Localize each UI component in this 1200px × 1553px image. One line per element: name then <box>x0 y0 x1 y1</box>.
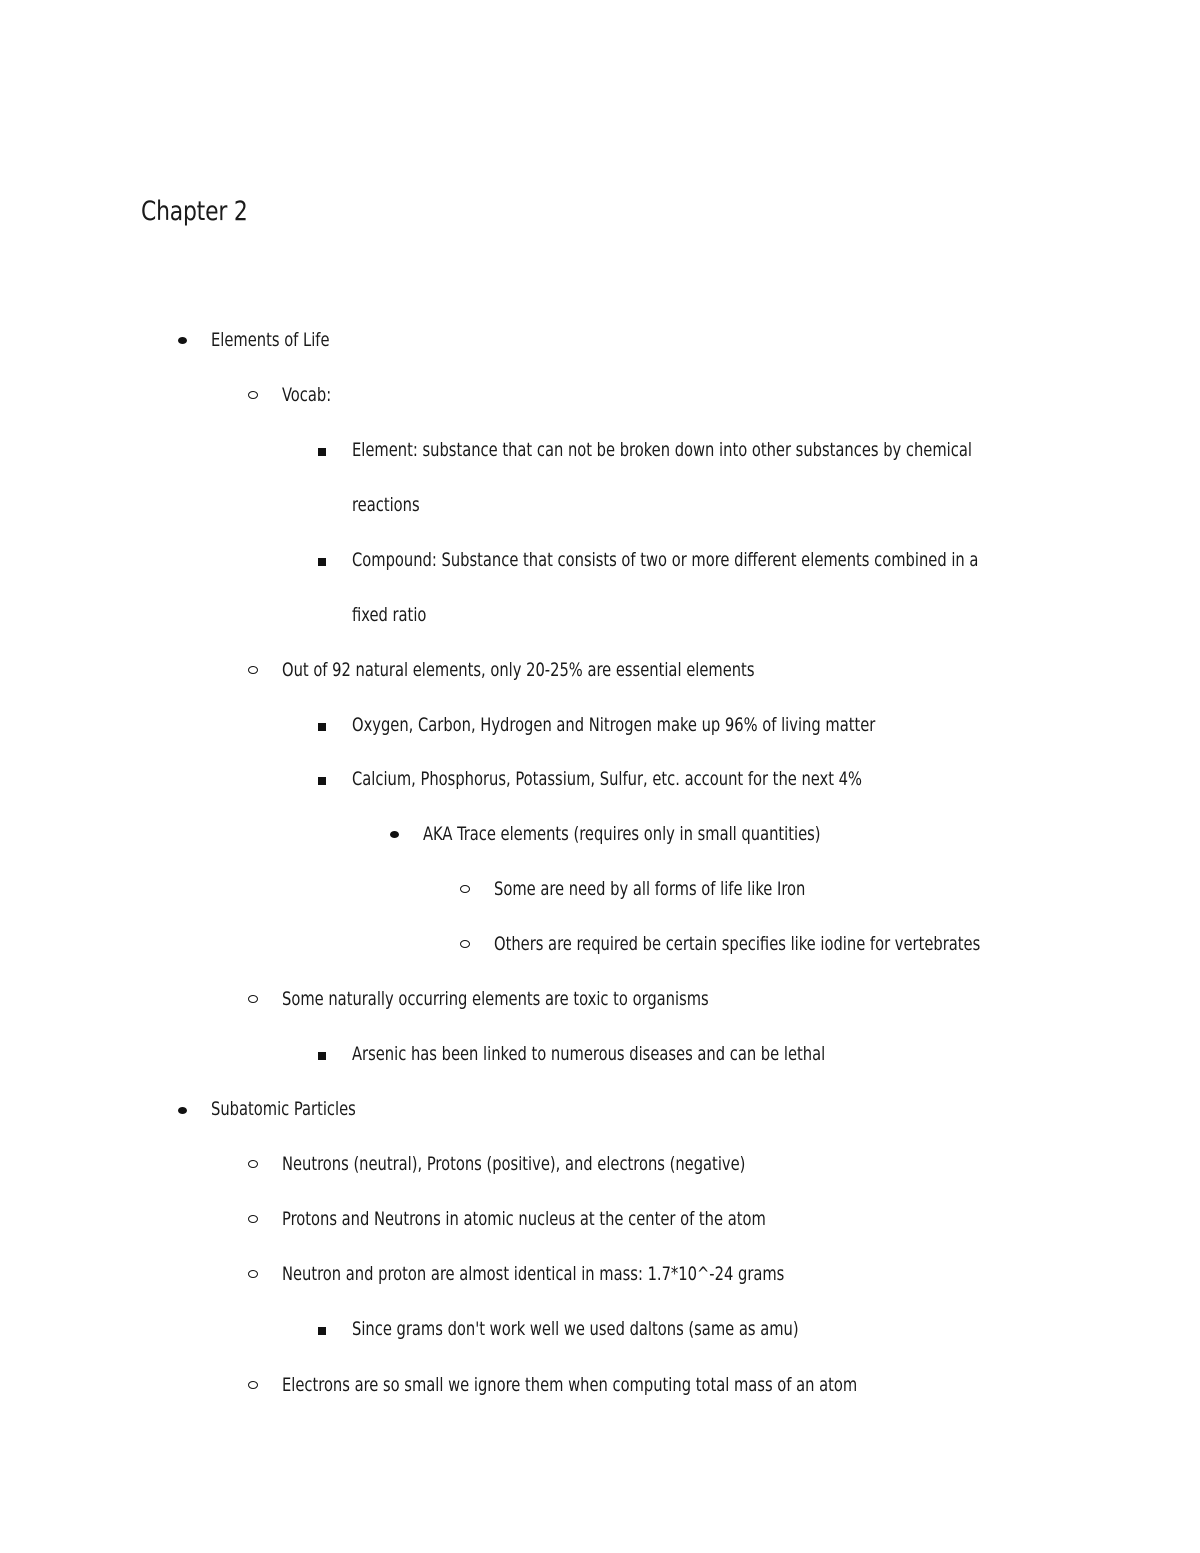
disc-bullet-icon <box>390 831 399 838</box>
list-item: Oxygen, Carbon, Hydrogen and Nitrogen make up 96% of living matter <box>352 714 876 736</box>
list-item-continuation: reactions <box>352 494 420 516</box>
list-item: Compound: Substance that consists of two or more different elements combined in a <box>352 549 979 571</box>
list-item: Electrons are so small we ignore them when computing total mass of an atom <box>282 1374 858 1396</box>
disc-bullet-icon <box>178 1107 187 1114</box>
list-item: Subatomic Particles <box>211 1098 356 1120</box>
list-item: Some naturally occurring elements are toxic to organisms <box>282 988 709 1010</box>
list-item: Some are need by all forms of life like Iron <box>494 878 806 900</box>
disc-bullet-icon <box>178 337 187 344</box>
list-item: Protons and Neutrons in atomic nucleus at the center of the atom <box>282 1208 766 1230</box>
circle-bullet-icon <box>248 1270 258 1278</box>
circle-bullet-icon <box>248 666 258 674</box>
circle-bullet-icon <box>460 940 470 948</box>
list-item-continuation: fixed ratio <box>352 604 427 626</box>
circle-bullet-icon <box>460 885 470 893</box>
square-bullet-icon <box>318 723 326 731</box>
list-item: Out of 92 natural elements, only 20-25% are essential elements <box>282 659 755 681</box>
square-bullet-icon <box>318 448 326 456</box>
square-bullet-icon <box>318 558 326 566</box>
circle-bullet-icon <box>248 1215 258 1223</box>
list-item: AKA Trace elements (requires only in small quantities) <box>423 823 821 845</box>
circle-bullet-icon <box>248 1160 258 1168</box>
list-item: Elements of Life <box>211 329 330 351</box>
list-item: Element: substance that can not be broken down into other substances by chemical <box>352 439 972 461</box>
page-title: Chapter 2 <box>141 196 248 227</box>
circle-bullet-icon <box>248 1381 258 1389</box>
circle-bullet-icon <box>248 391 258 399</box>
list-item: Since grams don't work well we used daltons (same as amu) <box>352 1318 799 1340</box>
list-item: Neutron and proton are almost identical in mass: 1.7*10^-24 grams <box>282 1263 785 1285</box>
list-item: Calcium, Phosphorus, Potassium, Sulfur, etc. account for the next 4% <box>352 768 863 790</box>
square-bullet-icon <box>318 777 326 785</box>
circle-bullet-icon <box>248 995 258 1003</box>
list-item: Others are required be certain specifies like iodine for vertebrates <box>494 933 981 955</box>
list-item: Arsenic has been linked to numerous diseases and can be lethal <box>352 1043 826 1065</box>
list-item: Neutrons (neutral), Protons (positive), and electrons (negative) <box>282 1153 746 1175</box>
square-bullet-icon <box>318 1052 326 1060</box>
list-item: Vocab: <box>282 384 332 406</box>
square-bullet-icon <box>318 1327 326 1335</box>
